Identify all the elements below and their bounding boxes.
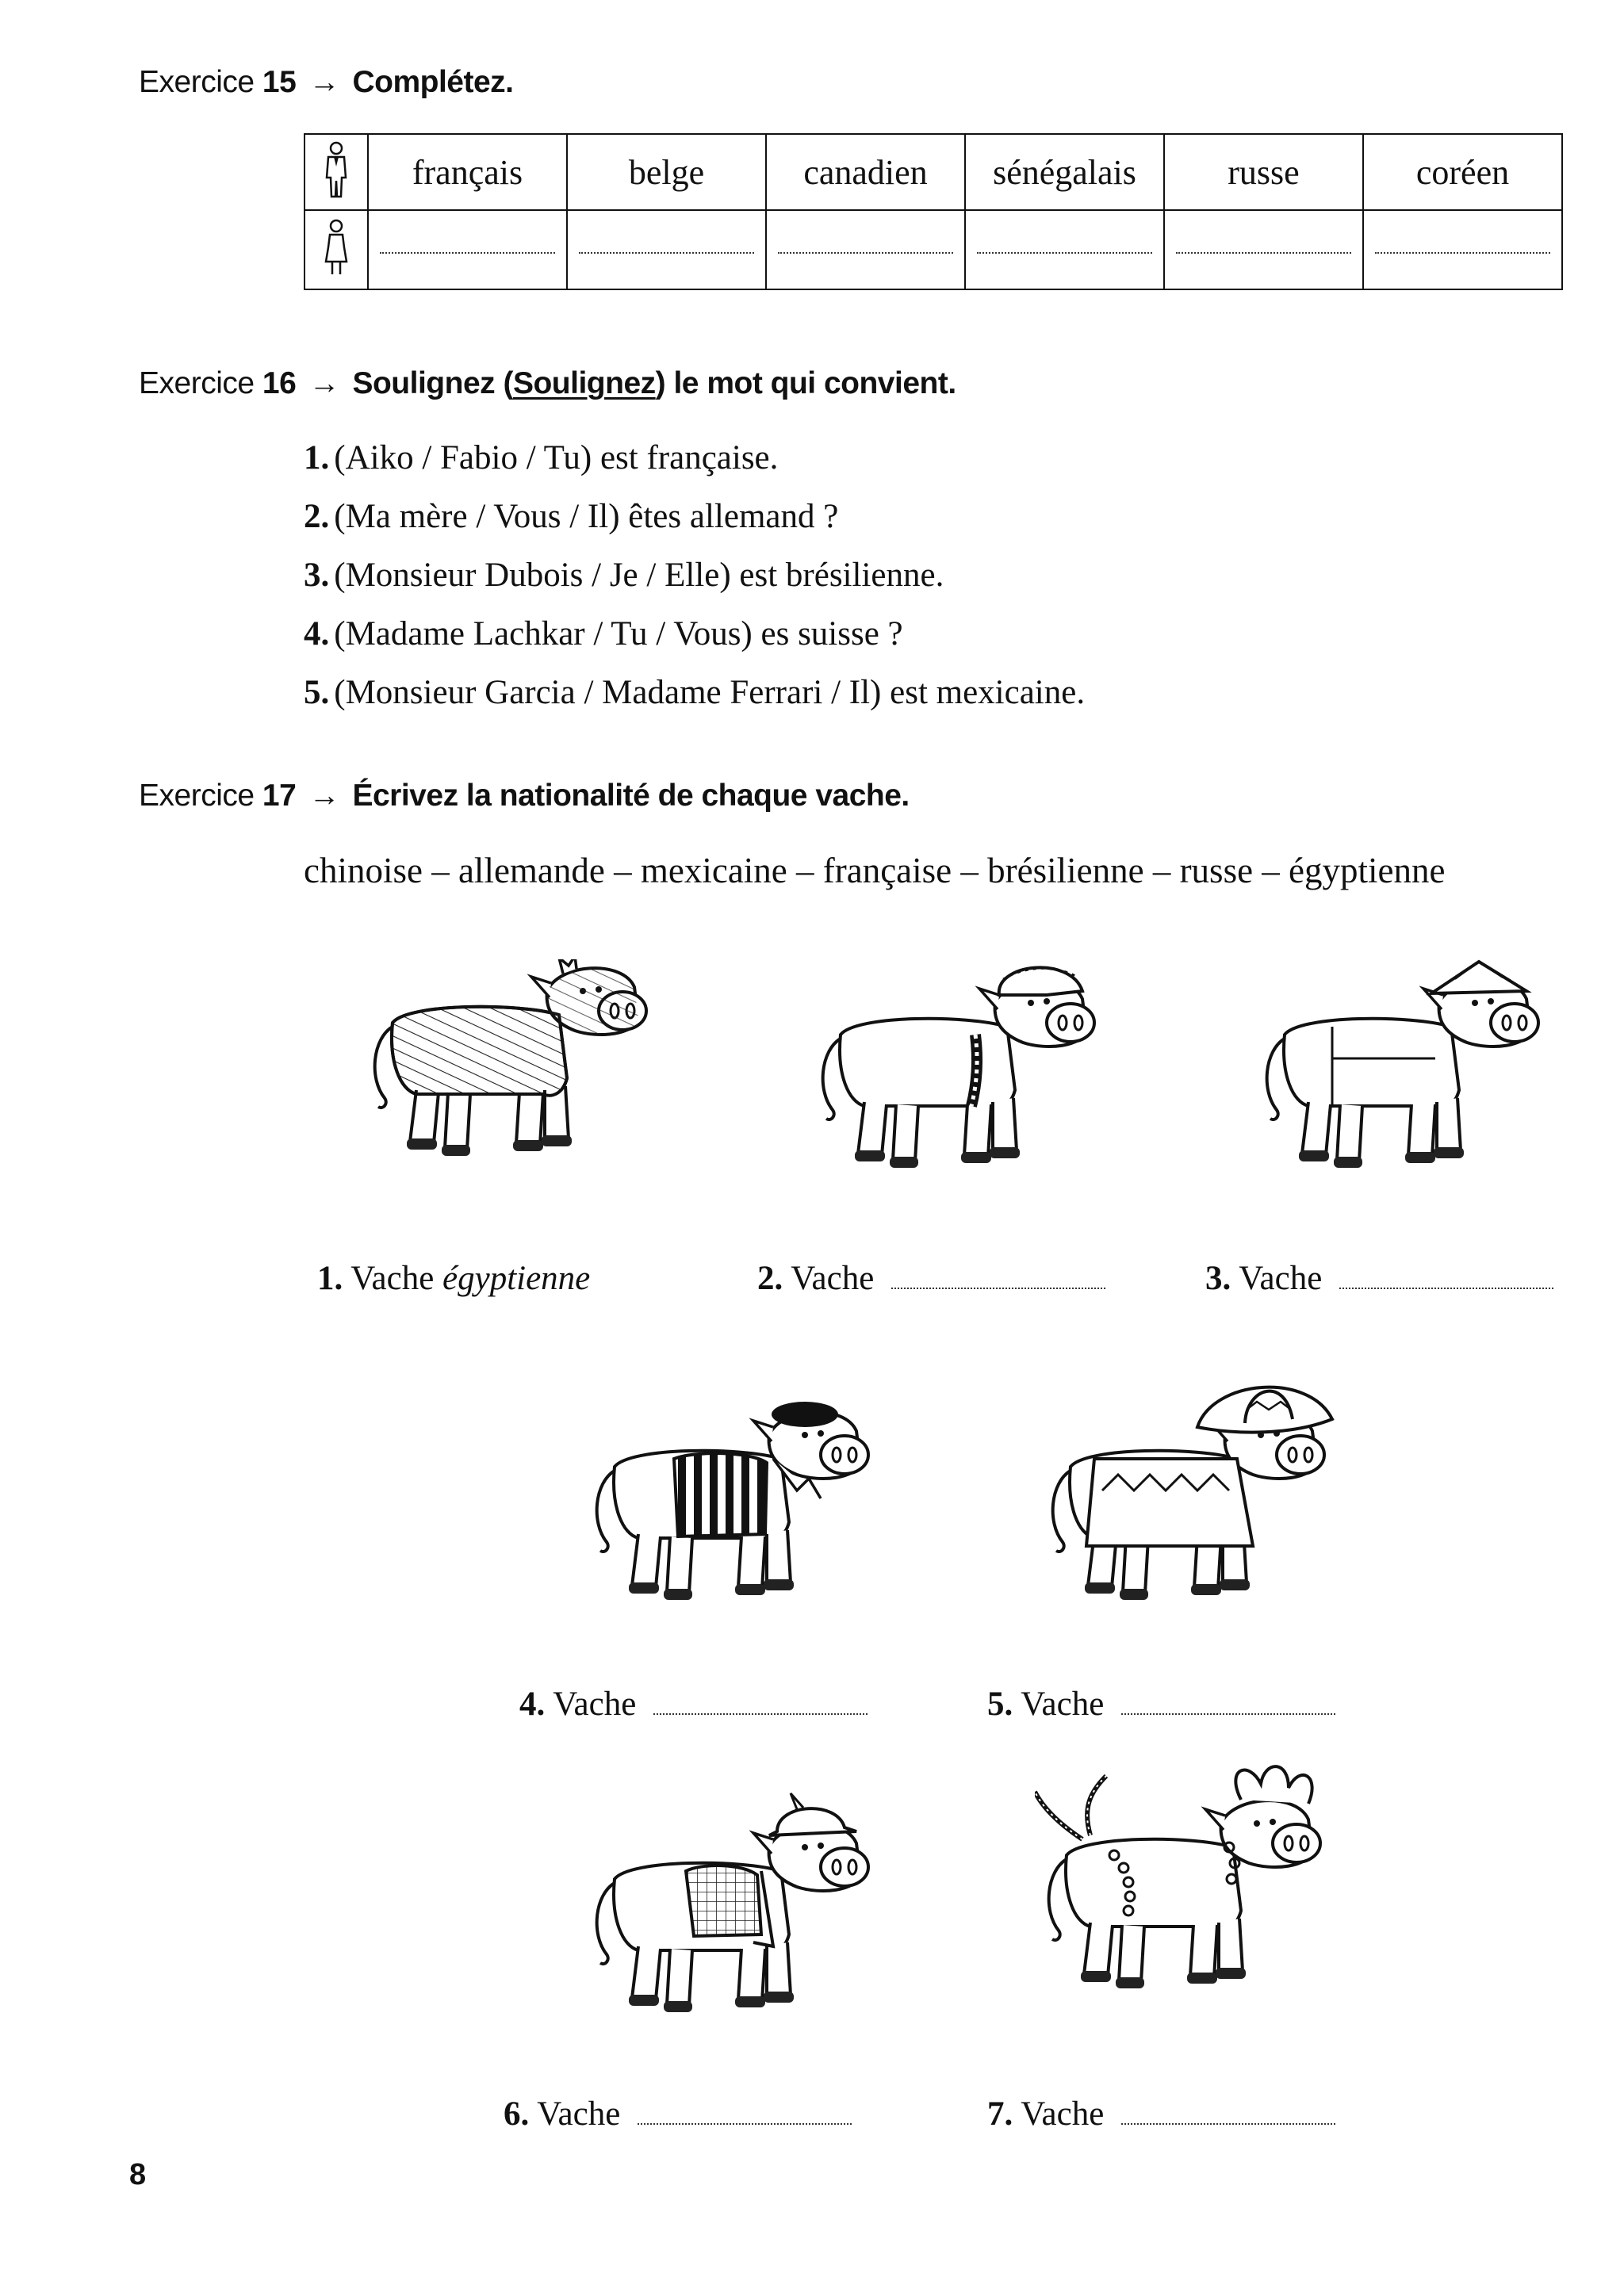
exercise-instruction: Soulignez (Soulignez) le mot qui convient. xyxy=(352,366,956,400)
exercise-16-title xyxy=(139,366,956,401)
cow-caption-1: 1. Vache égyptienne xyxy=(317,1260,591,1297)
exercise-17-title xyxy=(139,779,910,813)
feminine-row xyxy=(304,210,1562,289)
exercise-instruction: Complétez. xyxy=(352,65,514,99)
word-cell-russe: russe xyxy=(1164,134,1363,210)
answer-blank[interactable] xyxy=(368,210,567,289)
page-number: 8 xyxy=(129,2158,147,2191)
cow-caption-3: 3. Vache xyxy=(1205,1259,1553,1298)
nationality-table xyxy=(304,133,1563,290)
answer-blank[interactable] xyxy=(653,1689,868,1715)
answer-blank[interactable] xyxy=(638,2099,852,2125)
exercise-label: Exercice xyxy=(139,65,255,99)
sombrero-cow-illustration xyxy=(1039,1364,1356,1617)
answer-blank[interactable] xyxy=(965,210,1164,289)
list-item[interactable]: 4. (Madame Lachkar / Tu / Vous) es suisse ? xyxy=(304,615,903,652)
list-item[interactable]: 2. (Ma mère / Vous / Il) êtes allemand ? xyxy=(304,498,839,535)
list-item[interactable]: 5. (Monsieur Garcia / Madame Ferrari / Il) est mexicaine. xyxy=(304,674,1086,711)
cow-caption-6: 6. Vache xyxy=(504,2095,852,2133)
word-cell-coreen: coréen xyxy=(1363,134,1562,210)
answer-blank[interactable] xyxy=(1121,1689,1335,1715)
word-cell-francais: français xyxy=(368,134,567,210)
arrow-icon: → xyxy=(308,65,340,99)
arrow-icon: → xyxy=(308,366,340,400)
russian-hat-cow-illustration xyxy=(809,955,1110,1185)
exercise-number: 15 xyxy=(262,65,297,99)
arrow-icon: → xyxy=(308,779,340,813)
answer-blank[interactable] xyxy=(766,210,965,289)
exercise-15-title xyxy=(139,65,514,100)
answer-blank[interactable] xyxy=(1363,210,1562,289)
answer-blank[interactable] xyxy=(1164,210,1363,289)
masculine-row xyxy=(304,134,1562,210)
exercise-label: Exercice xyxy=(139,366,255,400)
cow-caption-2: 2. Vache xyxy=(757,1259,1105,1298)
exercise-number: 17 xyxy=(262,779,297,813)
exercise-instruction: Écrivez la nationalité de chaque vache. xyxy=(352,779,910,813)
word-cell-senegalais: sénégalais xyxy=(965,134,1164,210)
french-beret-cow-illustration xyxy=(583,1387,884,1617)
chinese-hat-cow-illustration xyxy=(1253,955,1554,1185)
answer-blank[interactable] xyxy=(567,210,766,289)
answer-blank[interactable] xyxy=(1339,1264,1553,1289)
word-cell-canadien: canadien xyxy=(766,134,965,210)
word-cell-belge: belge xyxy=(567,134,766,210)
answer-example: égyptienne xyxy=(442,1260,591,1297)
list-item[interactable]: 1. (Aiko / Fabio / Tu) est française. xyxy=(304,439,779,476)
sentence-list xyxy=(304,434,1085,728)
tyrolean-hat-cow-illustration xyxy=(583,1792,884,2022)
man-icon xyxy=(304,134,368,210)
mummy-cow-illustration xyxy=(361,959,662,1181)
word-bank: chinoise – allemande – mexicaine – française – brésilienne – russe – égyptienne xyxy=(304,851,1446,890)
carnival-cow-illustration xyxy=(1035,1760,1352,2014)
cow-caption-4: 4. Vache xyxy=(519,1685,868,1724)
answer-blank[interactable] xyxy=(891,1264,1105,1289)
answer-blank[interactable] xyxy=(1121,2099,1335,2125)
woman-icon xyxy=(304,210,368,289)
cow-caption-5: 5. Vache xyxy=(987,1685,1335,1724)
cow-caption-7: 7. Vache xyxy=(987,2095,1335,2133)
list-item[interactable]: 3. (Monsieur Dubois / Je / Elle) est brésilienne. xyxy=(304,557,944,594)
exercise-number: 16 xyxy=(262,366,297,400)
exercise-label: Exercice xyxy=(139,779,255,813)
